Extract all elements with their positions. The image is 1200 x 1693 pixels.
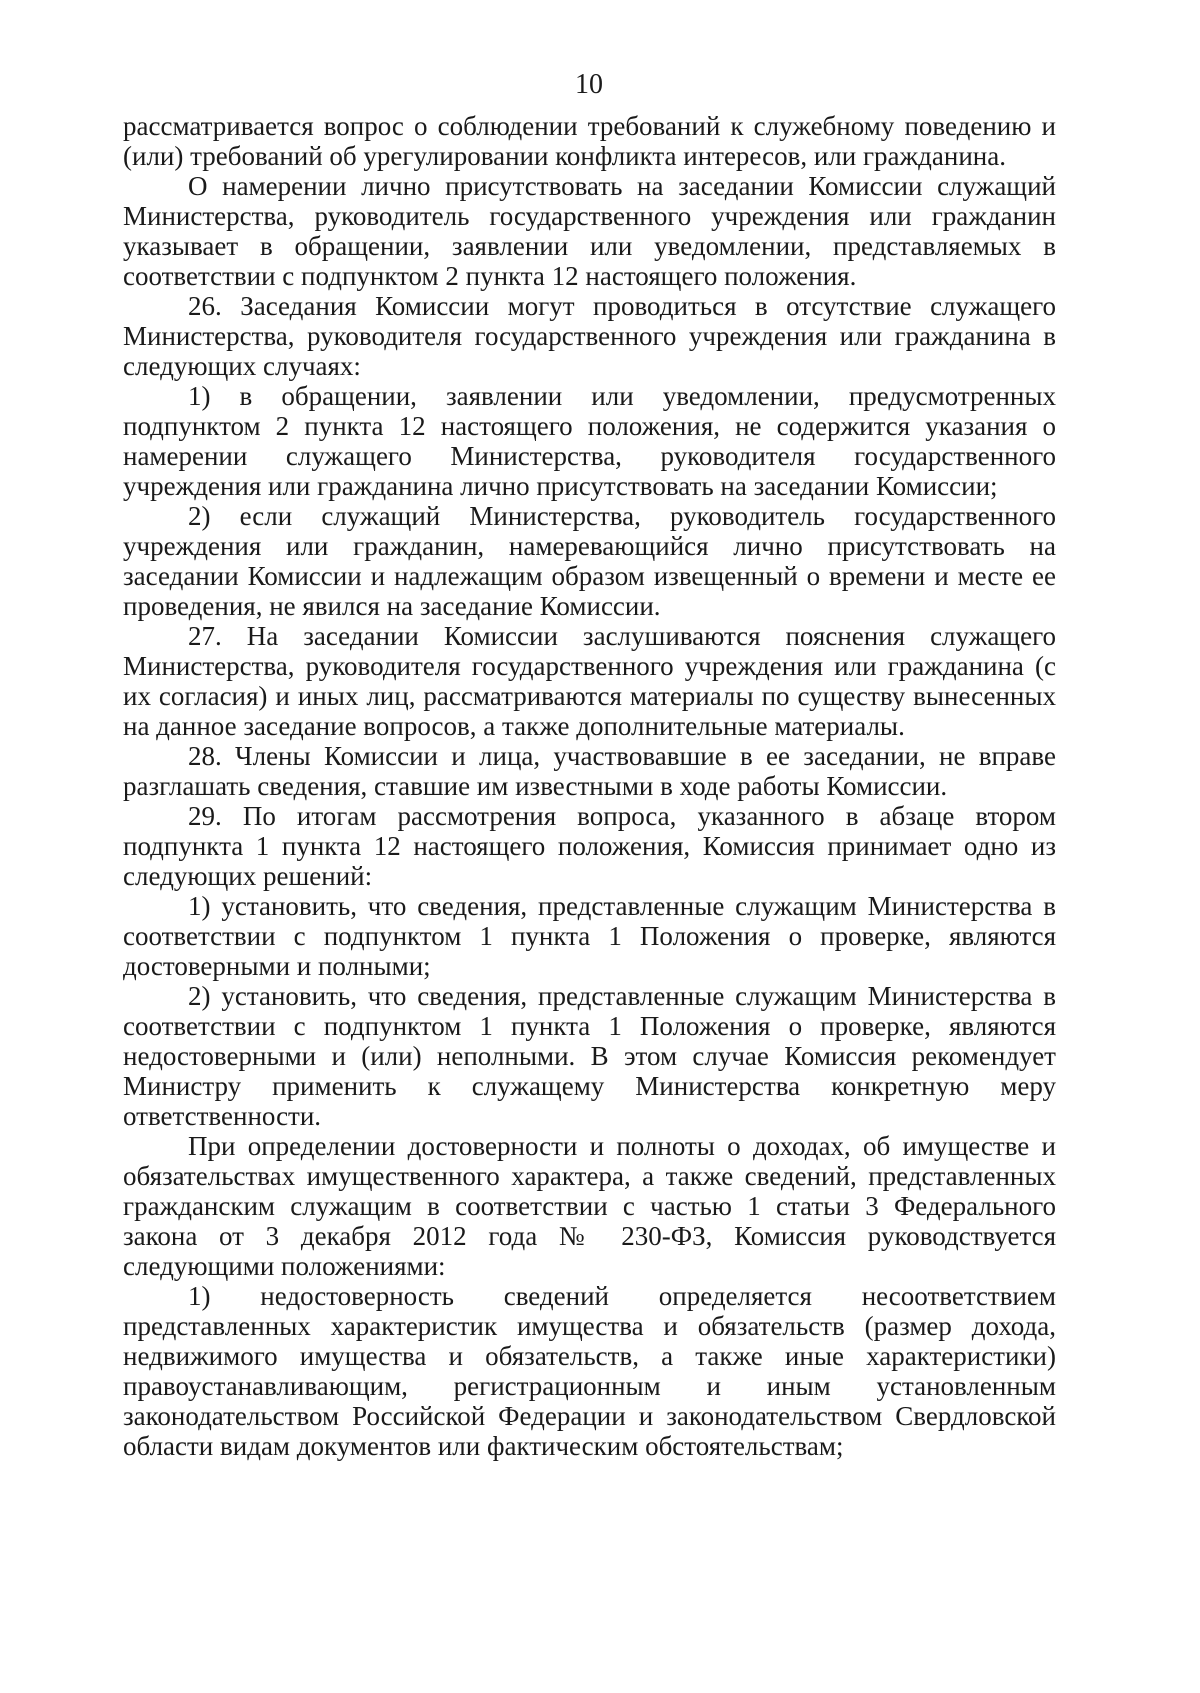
paragraph-clause-29-item-2: 2) установить, что сведения, представленные служащим Министерства в соответствии с подпунктом 1 пункта 1 Положения о проверке, являются недостоверными и (или) неполными. В этом случае Комиссия рекомендует Министру применить к служащему Министерства конкретную меру ответственности. [123, 981, 1056, 1131]
paragraph-continuation: рассматривается вопрос о соблюдении требований к служебному поведению и (или) требований об урегулировании конфликта интересов, или гражданина. [123, 111, 1056, 171]
paragraph-clause-26-item-1: 1) в обращении, заявлении или уведомлении, предусмотренных подпунктом 2 пункта 12 настоящего положения, не содержится указания о намерении служащего Министерства, руководителя государственного учреждения или гражданина лично присутствовать на заседании Комиссии; [123, 381, 1056, 501]
paragraph-clause-28: 28. Члены Комиссии и лица, участвовавшие в ее заседании, не вправе разглашать сведения, ставшие им известными в ходе работы Комиссии. [123, 741, 1056, 801]
paragraph-clause-26: 26. Заседания Комиссии могут проводиться в отсутствие служащего Министерства, руководителя государственного учреждения или гражданина в следующих случаях: [123, 291, 1056, 381]
paragraph-clause-27: 27. На заседании Комиссии заслушиваются пояснения служащего Министерства, руководителя государственного учреждения или гражданина (с их согласия) и иных лиц, рассматриваются материалы по существу вынесенных на данное заседание вопросов, а также дополнительные материалы. [123, 621, 1056, 741]
paragraph-reliability-item-1: 1) недостоверность сведений определяется несоответствием представленных характеристик имущества и обязательств (размер дохода, недвижимого имущества и обязательств, а также иные характеристики) правоустанавливающим, регистрационным и иным установленным законодательством Российской Федерации и законодательством Свердловской области видам документов или фактическим обстоятельствам; [123, 1281, 1056, 1461]
paragraph-reliability-criteria: При определении достоверности и полноты о доходах, об имуществе и обязательствах имущественного характера, а также сведений, представленных гражданским служащим в соответствии с частью 1 статьи 3 Федерального закона от 3 декабря 2012 года № 230-ФЗ, Комиссия руководствуется следующими положениями: [123, 1131, 1056, 1281]
paragraph-clause-29-item-1: 1) установить, что сведения, представленные служащим Министерства в соответствии с подпунктом 1 пункта 1 Положения о проверке, являются достоверными и полными; [123, 891, 1056, 981]
document-body [123, 111, 1056, 1461]
paragraph-attendance-intent: О намерении лично присутствовать на заседании Комиссии служащий Министерства, руководитель государственного учреждения или гражданин указывает в обращении, заявлении или уведомлении, представляемых в соответствии с подпунктом 2 пункта 12 настоящего положения. [123, 171, 1056, 291]
paragraph-clause-26-item-2: 2) если служащий Министерства, руководитель государственного учреждения или гражданин, намеревающийся лично присутствовать на заседании Комиссии и надлежащим образом извещенный о времени и месте ее проведения, не явился на заседание Комиссии. [123, 501, 1056, 621]
page-number: 10 [575, 69, 603, 100]
paragraph-clause-29: 29. По итогам рассмотрения вопроса, указанного в абзаце втором подпункта 1 пункта 12 настоящего положения, Комиссия принимает одно из следующих решений: [123, 801, 1056, 891]
